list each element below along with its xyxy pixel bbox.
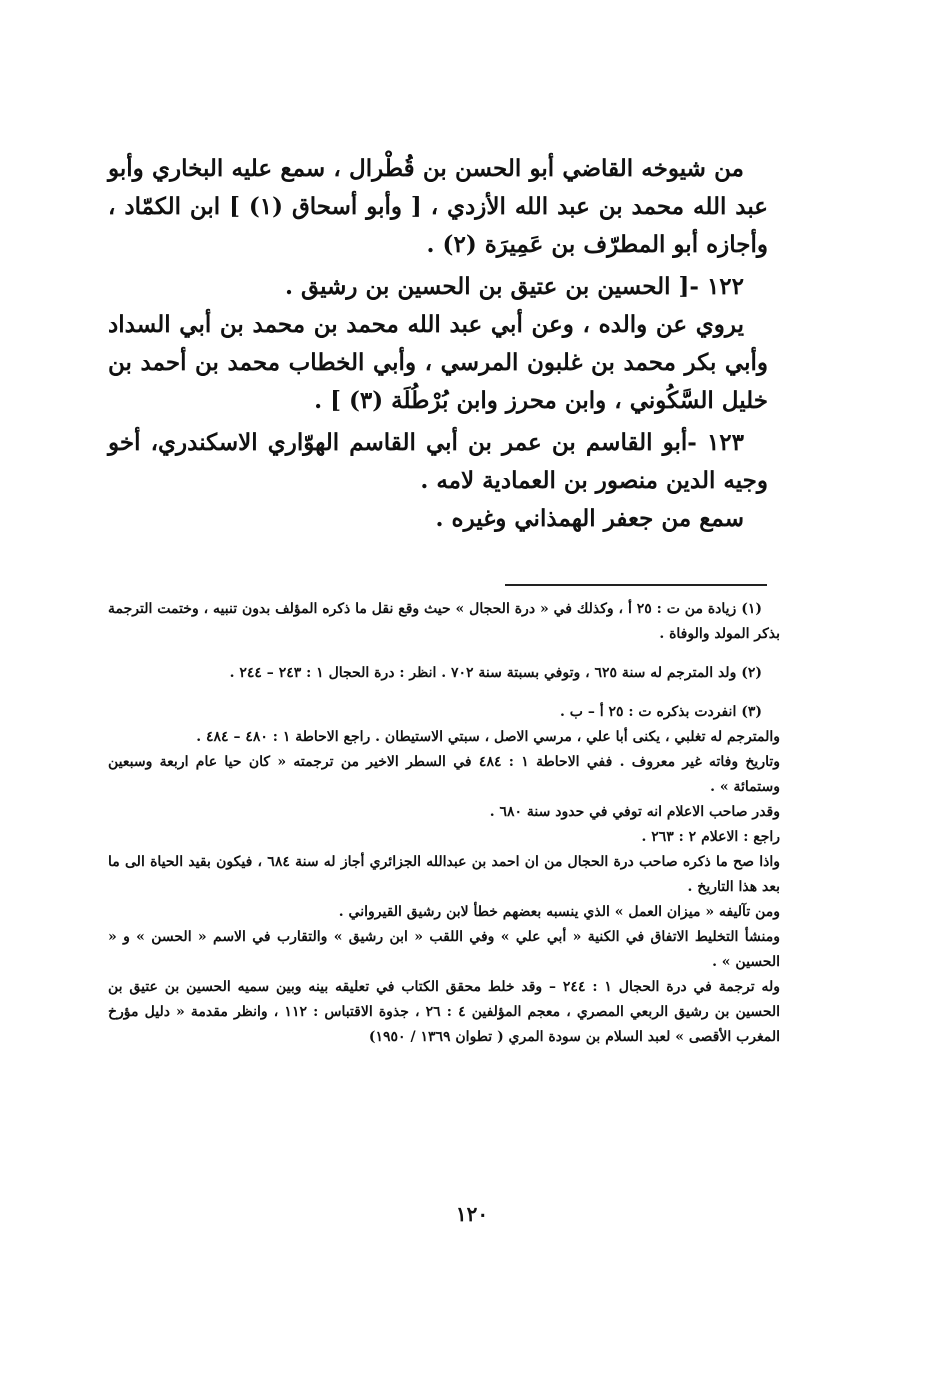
footnote-3-line: والمترجم له تغلبي ، يكنى أبا علي ، مرسي الاصل ، سبتي الاستيطان . راجع الاحاطة ١ : ٤٨٠ – ٤٨٤ . [196,729,780,745]
entry-122-heading: ١٢٢ -[ الحسين بن عتيق بن الحسين بن رشيق . [284,273,744,300]
footnote-2: (٢) ولد المترجم له سنة ٦٢٥ ، وتوفي بسبتة سنة ٧٠٢ . انظر : درة الحجال ١ : ٢٤٣ – ٢٤٤ . [229,665,762,681]
paragraph-teachers: من شيوخه القاضي أبو الحسن بن قُطْرال ، سمع عليه البخاري وأبو عبد الله محمد بن عبد الله الأزدي ، [ وأبو أسحاق (١) ] ابن الكمّاد ، وأجازه أبو المطرّف بن عَمِيرَة (٢) . [108,155,768,258]
main-text [108,150,768,538]
paragraph-entry-122: يروي عن والده ، وعن أبي عبد الله محمد بن محمد بن أبي السداد وأبي بكر محمد بن غلبون المرسي ، وأبي الخطاب محمد بن أحمد بن خليل السَّكُوني ، وابن محرز وابن بُرْطُلَة (٣) ] . [108,311,768,414]
footnote-3-line: ومنشأ التخليط الاتفاق في الكنية « أبي علي » وفي اللقب « ابن رشيق » والتقارب في الاسم « الحسن » و « الحسين » . [108,929,780,970]
footnote-3-line: راجع : الاعلام ٢ : ٢٦٣ . [641,829,780,845]
footnote-3-line: وتاريخ وفاته غير معروف . ففي الاحاطة ١ : ٤٨٤ في السطر الاخير من ترجمته « كان حيا عام اربعة وسبعين وستمائة » . [108,754,781,795]
footnotes [108,597,780,1050]
footnote-3-line: وقدر صاحب الاعلام انه توفي في حدود سنة ٦٨٠ . [489,804,780,820]
footnote-3-line: واذا صح ما ذكره صاحب درة الحجال من ان احمد بن عبدالله الجزائري أجاز له سنة ٦٨٤ ، فيكون بقيد الحياة الى ما بعد هذا التاريخ . [108,854,780,895]
footnote-3-line: ومن تآليفه « ميزان العمل » الذي ينسبه بعضهم خطأ لابن رشيق القيرواني . [338,904,780,920]
paragraph-entry-123: سمع من جعفر الهمذاني وغيره . [435,505,744,532]
footnote-divider [505,584,767,586]
footnote-3: (٣) انفردت بذكره ت : ٢٥ أ – ب . [560,704,762,720]
footnote-1: (١) زيادة من ت : ٢٥ أ ، وكذلك في « درة الحجال » حيث وقع نقل ما ذكره المؤلف بدون تنبيه ، وختمت الترجمة بذكر المولد والوفاة . [108,601,780,642]
entry-123-heading: ١٢٣ -أبو القاسم بن عمر بن أبي القاسم الهوّاري الاسكندري، أخو وجيه الدين منصور بن العمادية لامه . [108,429,768,494]
page-number: ١٢٠ [455,1202,489,1226]
footnote-3-line: وله ترجمة في درة الحجال ١ : ٢٤٤ – وقد خلط محقق الكتاب في تعليقه بينه وبين سميه الحسين بن عتيق بن الحسين بن رشيق الربعي المصري ، معجم المؤلفين ٤ : ٢٦ ، جذوة الاقتباس : ١١٢ ، وانظر مقدمة « دليل مؤرخ المغرب الأقصى » لعبد السلام بن سودة المري ( تطوان ١٣٦٩ / ١٩٥٠) [108,979,781,1045]
